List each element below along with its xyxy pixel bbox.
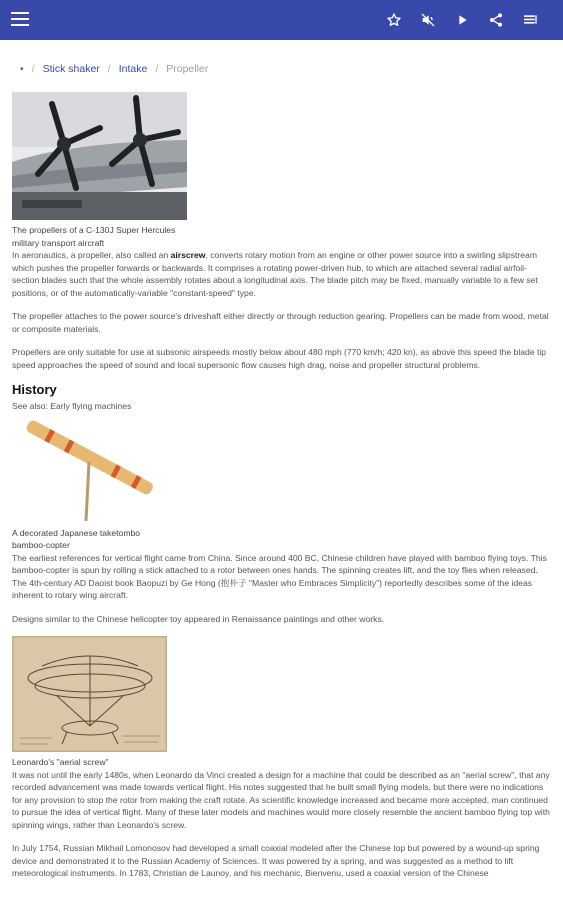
breadcrumb-home[interactable]: • bbox=[20, 63, 24, 75]
leonardo-paragraph: It was not until the early 1480s, when Leonardo da Vinci created a design for a machine that could be described as an "aerial screw", that any recorded advancement was made towards vertical flight. His notes suggested that he built small flying models, but there were no indications for any provision to stop the rotor from making the craft rotate. As scientific knowledge increased and became more accepted, man continued to pursue the idea of vertical flight. Many of these later models and machines would more closely resemble the ancient bamboo flying top with spinning wings, rather than Leonardo's screw. bbox=[12, 769, 550, 830]
airspeed-paragraph: Propellers are only suitable for use at subsonic airspeeds mostly below about 480 mph (770 km/h; 420 kn), as above this speed the blade tip speed approaches the speed of sound and local supersonic flow causes high drag, noise and propeller structural problems. bbox=[12, 347, 547, 370]
figure2-caption: A decorated Japanese taketombo bamboo-copter bbox=[12, 527, 141, 550]
driveshaft-paragraph: The propeller attaches to the power source's driveshaft either directly or through reduction gearing. Propellers can be made from wood, metal or composite materials. bbox=[12, 311, 549, 334]
china-paragraph: The earliest references for vertical flight came from China. Since around 400 BC, Chinese children have played with bamboo flying toys. This bamboo-copter is spun by rolling a stick attached to a rotor between ones hands. The spinning creates lift, and the toy flies when released. The 4th-century AD Daoist book Baopuzi by Ge Hong (抱朴子 "Master who Embraces Simplicity") reportedly describes some of the ideas inherent to rotary wing aircraft. bbox=[12, 552, 547, 600]
intro-paragraph: In aeronautics, a propeller, also called an airscrew, converts rotary motion from an engine or other power source into a swirling slipstream which pushes the propeller forwards or backwards. It comprises a rotating power-driven hub, to which are attached several radial airfoil-section blades such that the whole assembly rotates about a longitudinal axis. The blade pitch may be fixed, manually variable to a few set positions, or of the automatically-variable "constant-speed" type. bbox=[12, 250, 538, 298]
play-icon[interactable] bbox=[445, 9, 479, 31]
see-also-link[interactable]: See also: Early flying machines bbox=[12, 401, 132, 411]
lomonosov-paragraph: In July 1754, Russian Mikhail Lomonosov had developed a small coaxial modeled after the Chinese top but powered by a wound-up spring device and demonstrated it to the Russian Academy of Sciences. It was powered by a spring, and was suggested as a method to lift meteorological instruments. In 1783, Christian de Launoy, and his mechanic, Bienvenu, used a coaxial version of the Chinese bbox=[12, 843, 540, 878]
bamboo-copter-photo[interactable] bbox=[12, 417, 167, 523]
breadcrumb-link-stick-shaker[interactable]: Stick shaker bbox=[42, 63, 100, 75]
aerial-screw-sketch[interactable] bbox=[12, 636, 167, 752]
figure1-caption: The propellers of a C-130J Super Hercules military transport aircraft bbox=[12, 225, 176, 248]
article-content bbox=[12, 56, 552, 891]
breadcrumb-current: Propeller bbox=[166, 63, 209, 75]
airscrew-term: airscrew bbox=[170, 250, 206, 260]
mute-icon[interactable] bbox=[411, 9, 445, 31]
history-heading: History bbox=[12, 382, 57, 397]
breadcrumb-link-intake[interactable]: Intake bbox=[118, 63, 148, 75]
star-icon[interactable] bbox=[377, 9, 411, 31]
renaissance-paragraph: Designs similar to the Chinese helicopter toy appeared in Renaissance paintings and other works. bbox=[12, 613, 385, 624]
menu-icon[interactable] bbox=[11, 12, 29, 28]
figure3-caption: Leonardo's "aerial screw" bbox=[12, 757, 109, 767]
share-icon[interactable] bbox=[479, 9, 513, 31]
toolbar-actions bbox=[377, 9, 547, 31]
breadcrumb: • / Stick shaker / Intake / Propeller bbox=[20, 63, 209, 75]
list-icon[interactable] bbox=[513, 9, 547, 31]
propeller-photo[interactable] bbox=[12, 92, 187, 220]
app-bar bbox=[0, 0, 563, 40]
